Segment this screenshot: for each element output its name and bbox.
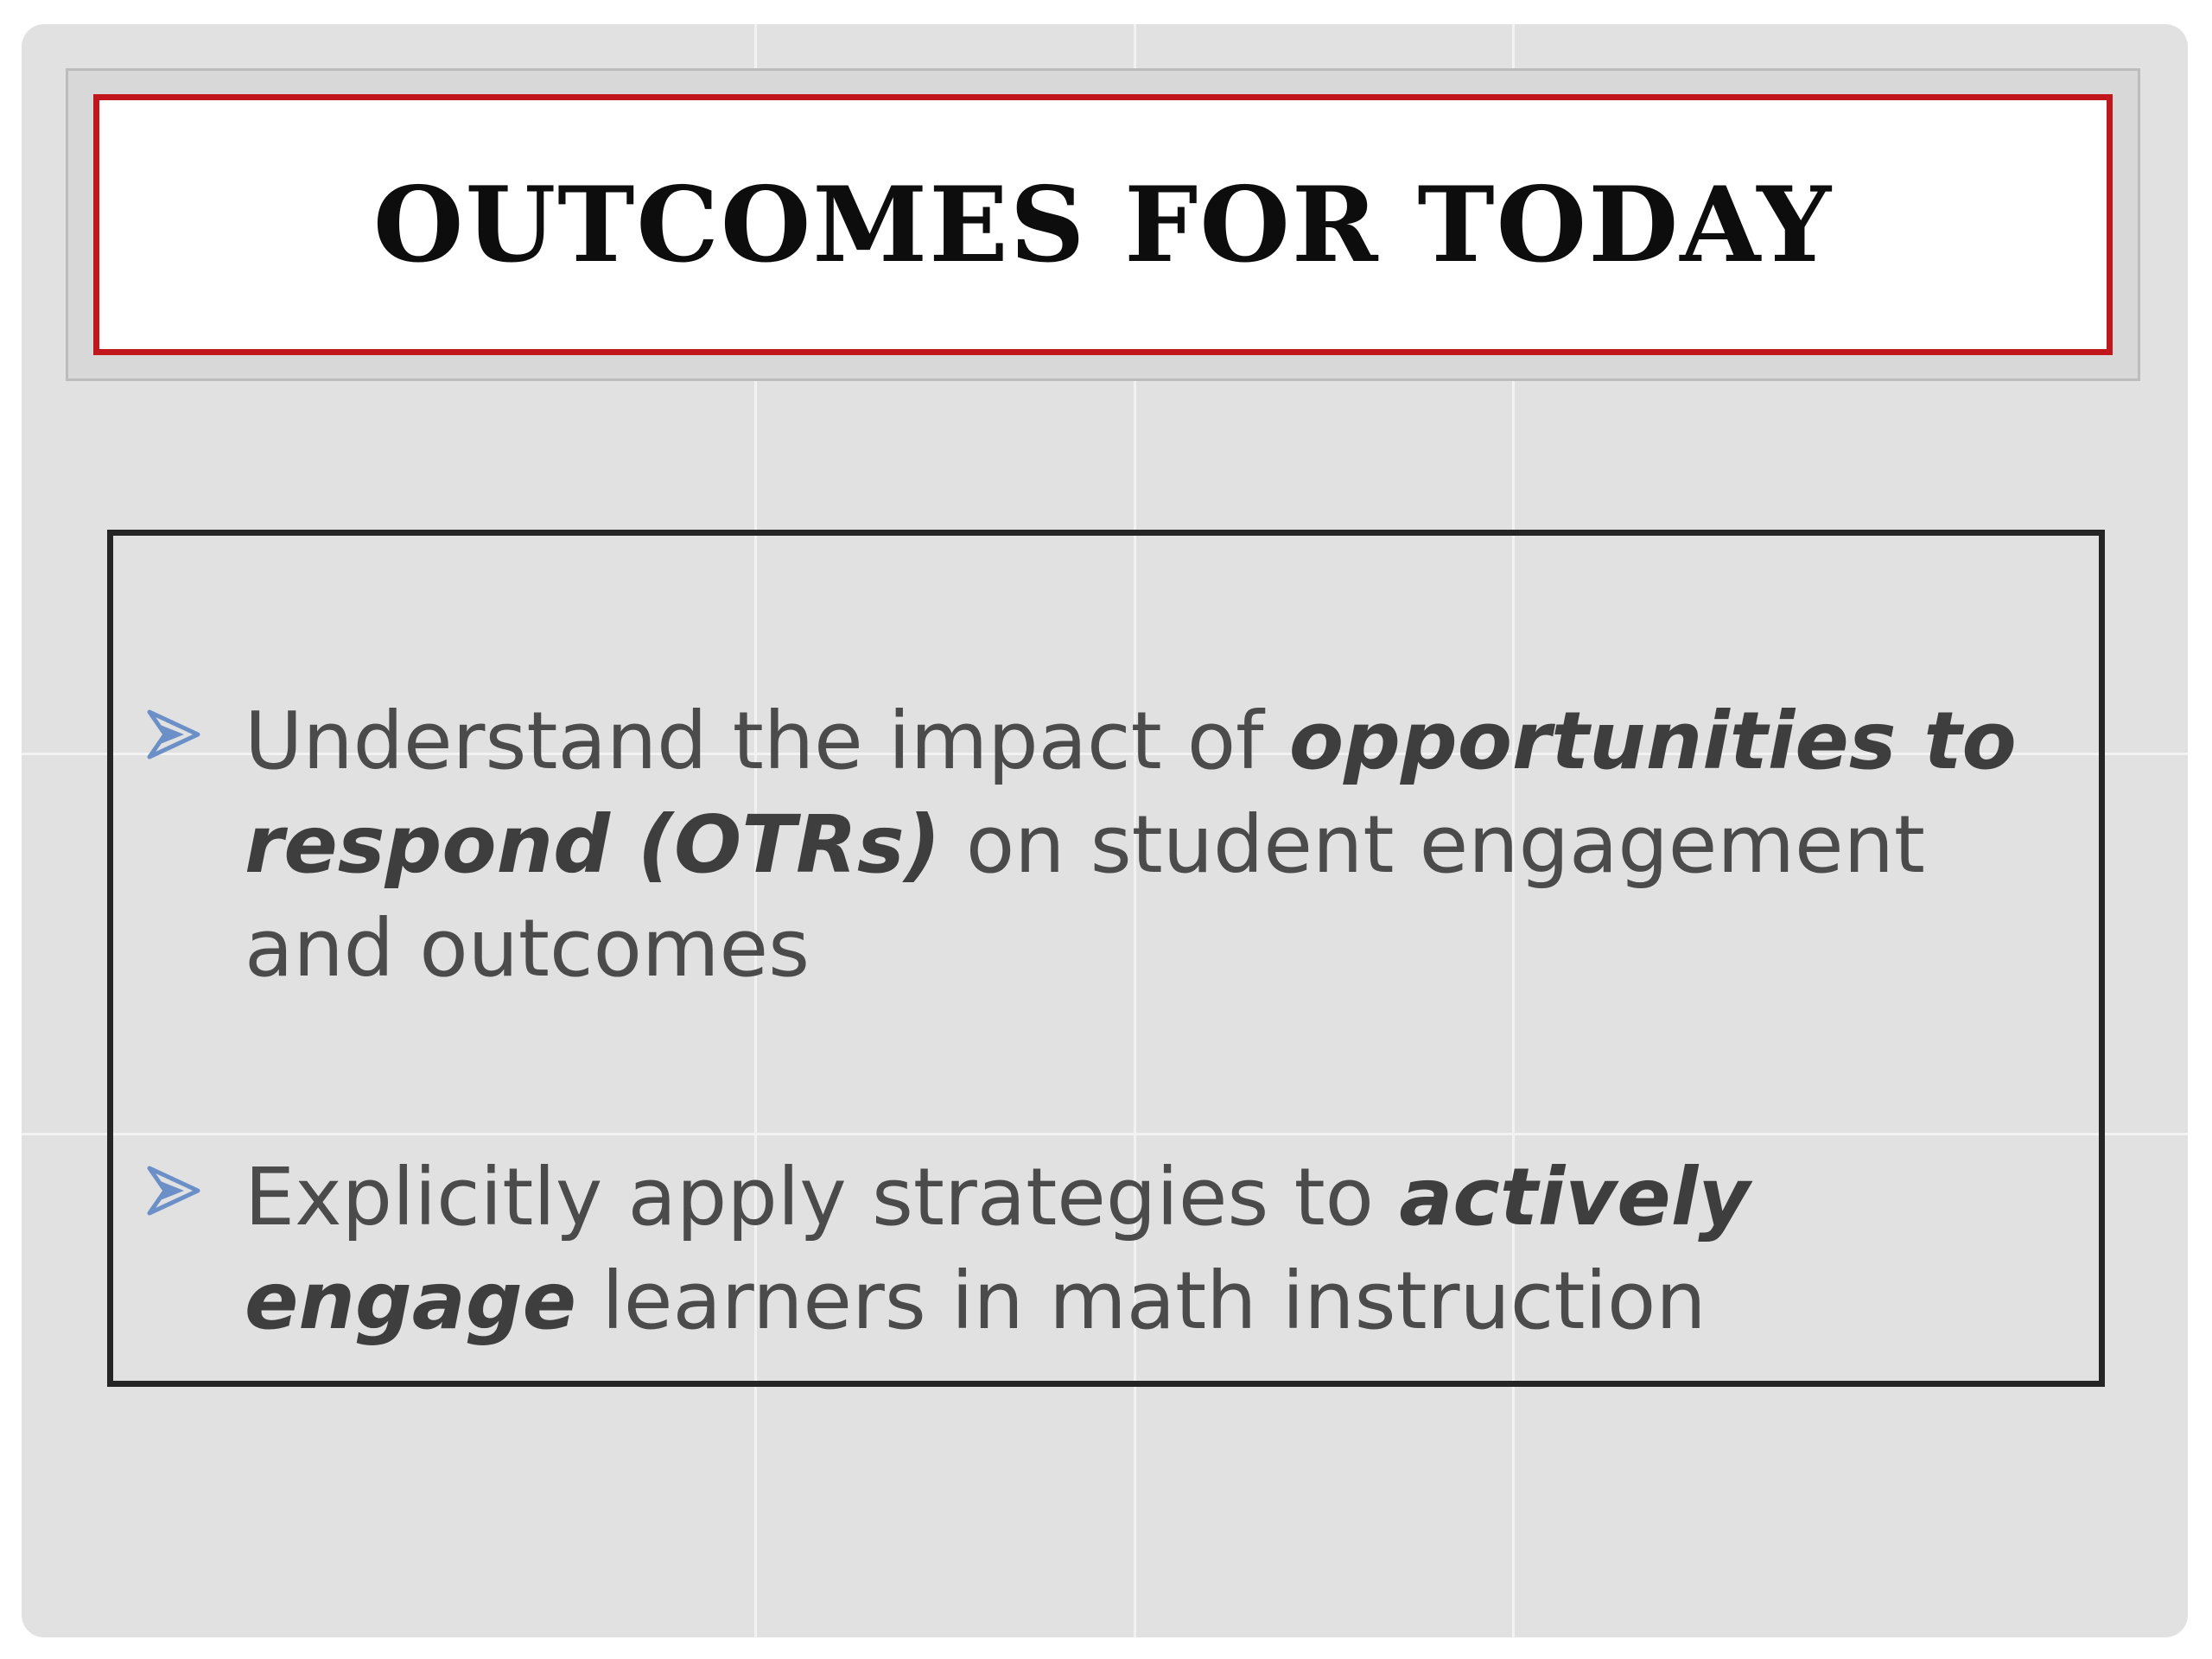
bullet-text-emphasis: actively engage [245,1151,1751,1347]
title-box [93,94,2113,355]
arrowhead-bullet-icon [146,1163,201,1218]
bullet-text-plain: on student engagement and outcomes [245,798,1925,995]
bullet-text [245,690,2047,1001]
bullet-text [245,1146,2047,1353]
arrowhead-bullet-icon [146,707,201,762]
bullet-text-plain: Explicitly apply strategies to [245,1151,1400,1243]
bullet-text-emphasis: opportunities to respond (OTRs) [245,695,2017,891]
bullet-text-plain: Understand the impact of [245,695,1289,787]
slide [22,24,2188,1637]
slide-title: OUTCOMES FOR TODAY [372,163,1834,286]
content-box [107,530,2105,1387]
bullet-text-plain: learners in math instruction [576,1255,1707,1347]
title-frame [66,68,2140,381]
